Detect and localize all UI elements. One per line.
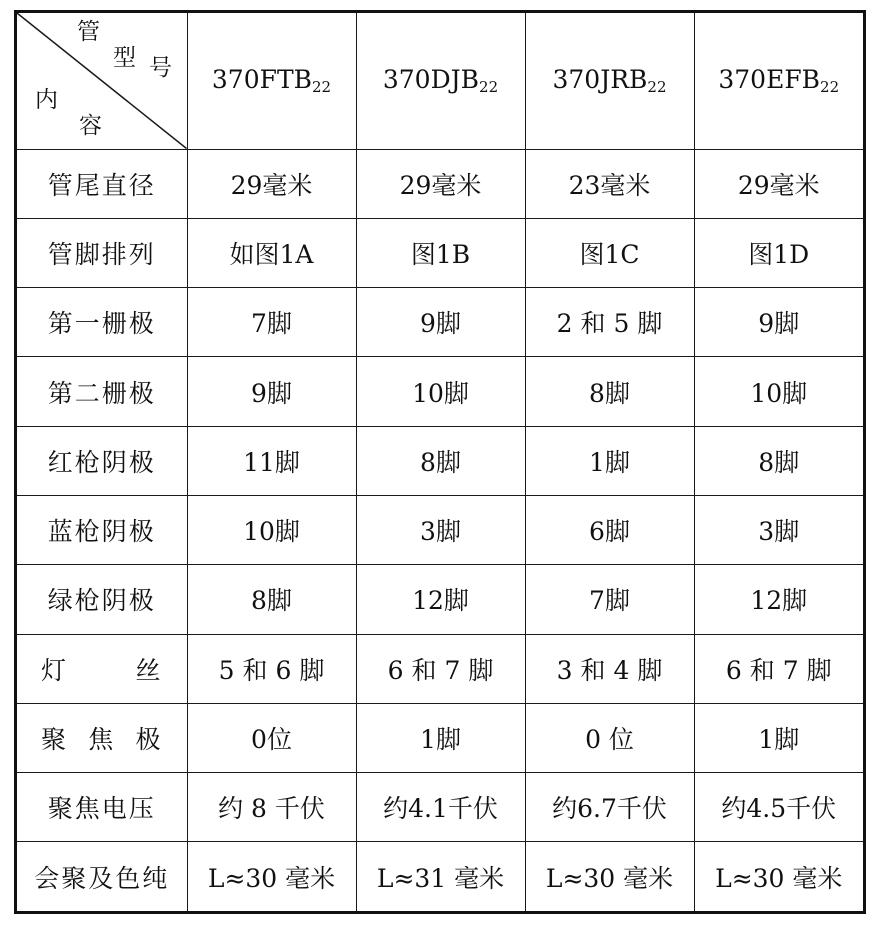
table-cell: 7脚 [187, 288, 356, 357]
table-row [17, 495, 863, 564]
table-row [17, 218, 863, 287]
crt-tube-spec-table [17, 13, 863, 911]
table-cell: L≈30 毫米 [187, 842, 356, 911]
table-cell: 29毫米 [694, 149, 863, 218]
table-row [17, 842, 863, 911]
row-label: 管尾直径 [17, 149, 187, 218]
row-label: 第一栅极 [17, 288, 187, 357]
table-cell: 23毫米 [525, 149, 694, 218]
table-cell: 12脚 [694, 565, 863, 634]
table-row [17, 773, 863, 842]
table-cell: L≈30 毫米 [694, 842, 863, 911]
row-label: 红枪阴极 [17, 426, 187, 495]
table-row [17, 703, 863, 772]
table-row [17, 357, 863, 426]
table-cell: 10脚 [356, 357, 525, 426]
table-cell: 1脚 [525, 426, 694, 495]
model-header-4: $370EFB_{22}$ [694, 13, 863, 149]
row-label: 聚焦电压 [17, 773, 187, 842]
table-row [17, 634, 863, 703]
table-cell: 约 8 千伏 [187, 773, 356, 842]
table-cell: 1脚 [356, 703, 525, 772]
model-header-1: $370FTB_{22}$ [187, 13, 356, 149]
table-cell: 0位 [187, 703, 356, 772]
table-cell: 6 和 7 脚 [694, 634, 863, 703]
table-cell: 3脚 [356, 495, 525, 564]
table-cell: 约4.1千伏 [356, 773, 525, 842]
row-label: 绿枪阴极 [17, 565, 187, 634]
table-cell: 12脚 [356, 565, 525, 634]
table-cell: 5 和 6 脚 [187, 634, 356, 703]
table-cell: 0 位 [525, 703, 694, 772]
table-cell: 8脚 [525, 357, 694, 426]
table-cell: 29毫米 [187, 149, 356, 218]
table-row [17, 149, 863, 218]
header-row [17, 13, 863, 149]
table-cell: 2 和 5 脚 [525, 288, 694, 357]
table-cell: L≈30 毫米 [525, 842, 694, 911]
table-cell: 10脚 [187, 495, 356, 564]
row-label: 管脚排列 [17, 218, 187, 287]
corner-top-char-3: 号 [149, 55, 172, 81]
table-cell: 图1C [525, 218, 694, 287]
table-cell: 8脚 [187, 565, 356, 634]
table-cell: 8脚 [694, 426, 863, 495]
table-row [17, 565, 863, 634]
row-label: 会聚及色纯 [17, 842, 187, 911]
model-header-2: $370DJB_{22}$ [356, 13, 525, 149]
table-cell: 约4.5千伏 [694, 773, 863, 842]
model-header-3: $370JRB_{22}$ [525, 13, 694, 149]
table-cell: 3 和 4 脚 [525, 634, 694, 703]
table-cell: 约6.7千伏 [525, 773, 694, 842]
corner-bottom-char-2: 容 [79, 113, 102, 139]
table-cell: 9脚 [187, 357, 356, 426]
table-cell: 6 和 7 脚 [356, 634, 525, 703]
table-cell: 6脚 [525, 495, 694, 564]
table-cell: 8脚 [356, 426, 525, 495]
table-cell: 如图1A [187, 218, 356, 287]
corner-top-char-1: 管 [77, 19, 100, 45]
table-cell: 图1D [694, 218, 863, 287]
corner-bottom-char-1: 内 [35, 87, 58, 113]
table-cell: 7脚 [525, 565, 694, 634]
row-label: 聚焦极 [17, 703, 187, 772]
table-row [17, 426, 863, 495]
row-label: 灯丝 [17, 634, 187, 703]
table-cell: 10脚 [694, 357, 863, 426]
row-label: 蓝枪阴极 [17, 495, 187, 564]
table-cell: 3脚 [694, 495, 863, 564]
table-row [17, 288, 863, 357]
spec-table-frame [14, 10, 866, 914]
table-cell: 11脚 [187, 426, 356, 495]
table-cell: L≈31 毫米 [356, 842, 525, 911]
spec-table-body [17, 13, 863, 911]
table-cell: 1脚 [694, 703, 863, 772]
table-cell: 图1B [356, 218, 525, 287]
corner-header-cell [17, 13, 187, 149]
table-cell: 9脚 [356, 288, 525, 357]
corner-top-char-2: 型 [113, 45, 136, 71]
table-cell: 29毫米 [356, 149, 525, 218]
row-label: 第二栅极 [17, 357, 187, 426]
table-cell: 9脚 [694, 288, 863, 357]
